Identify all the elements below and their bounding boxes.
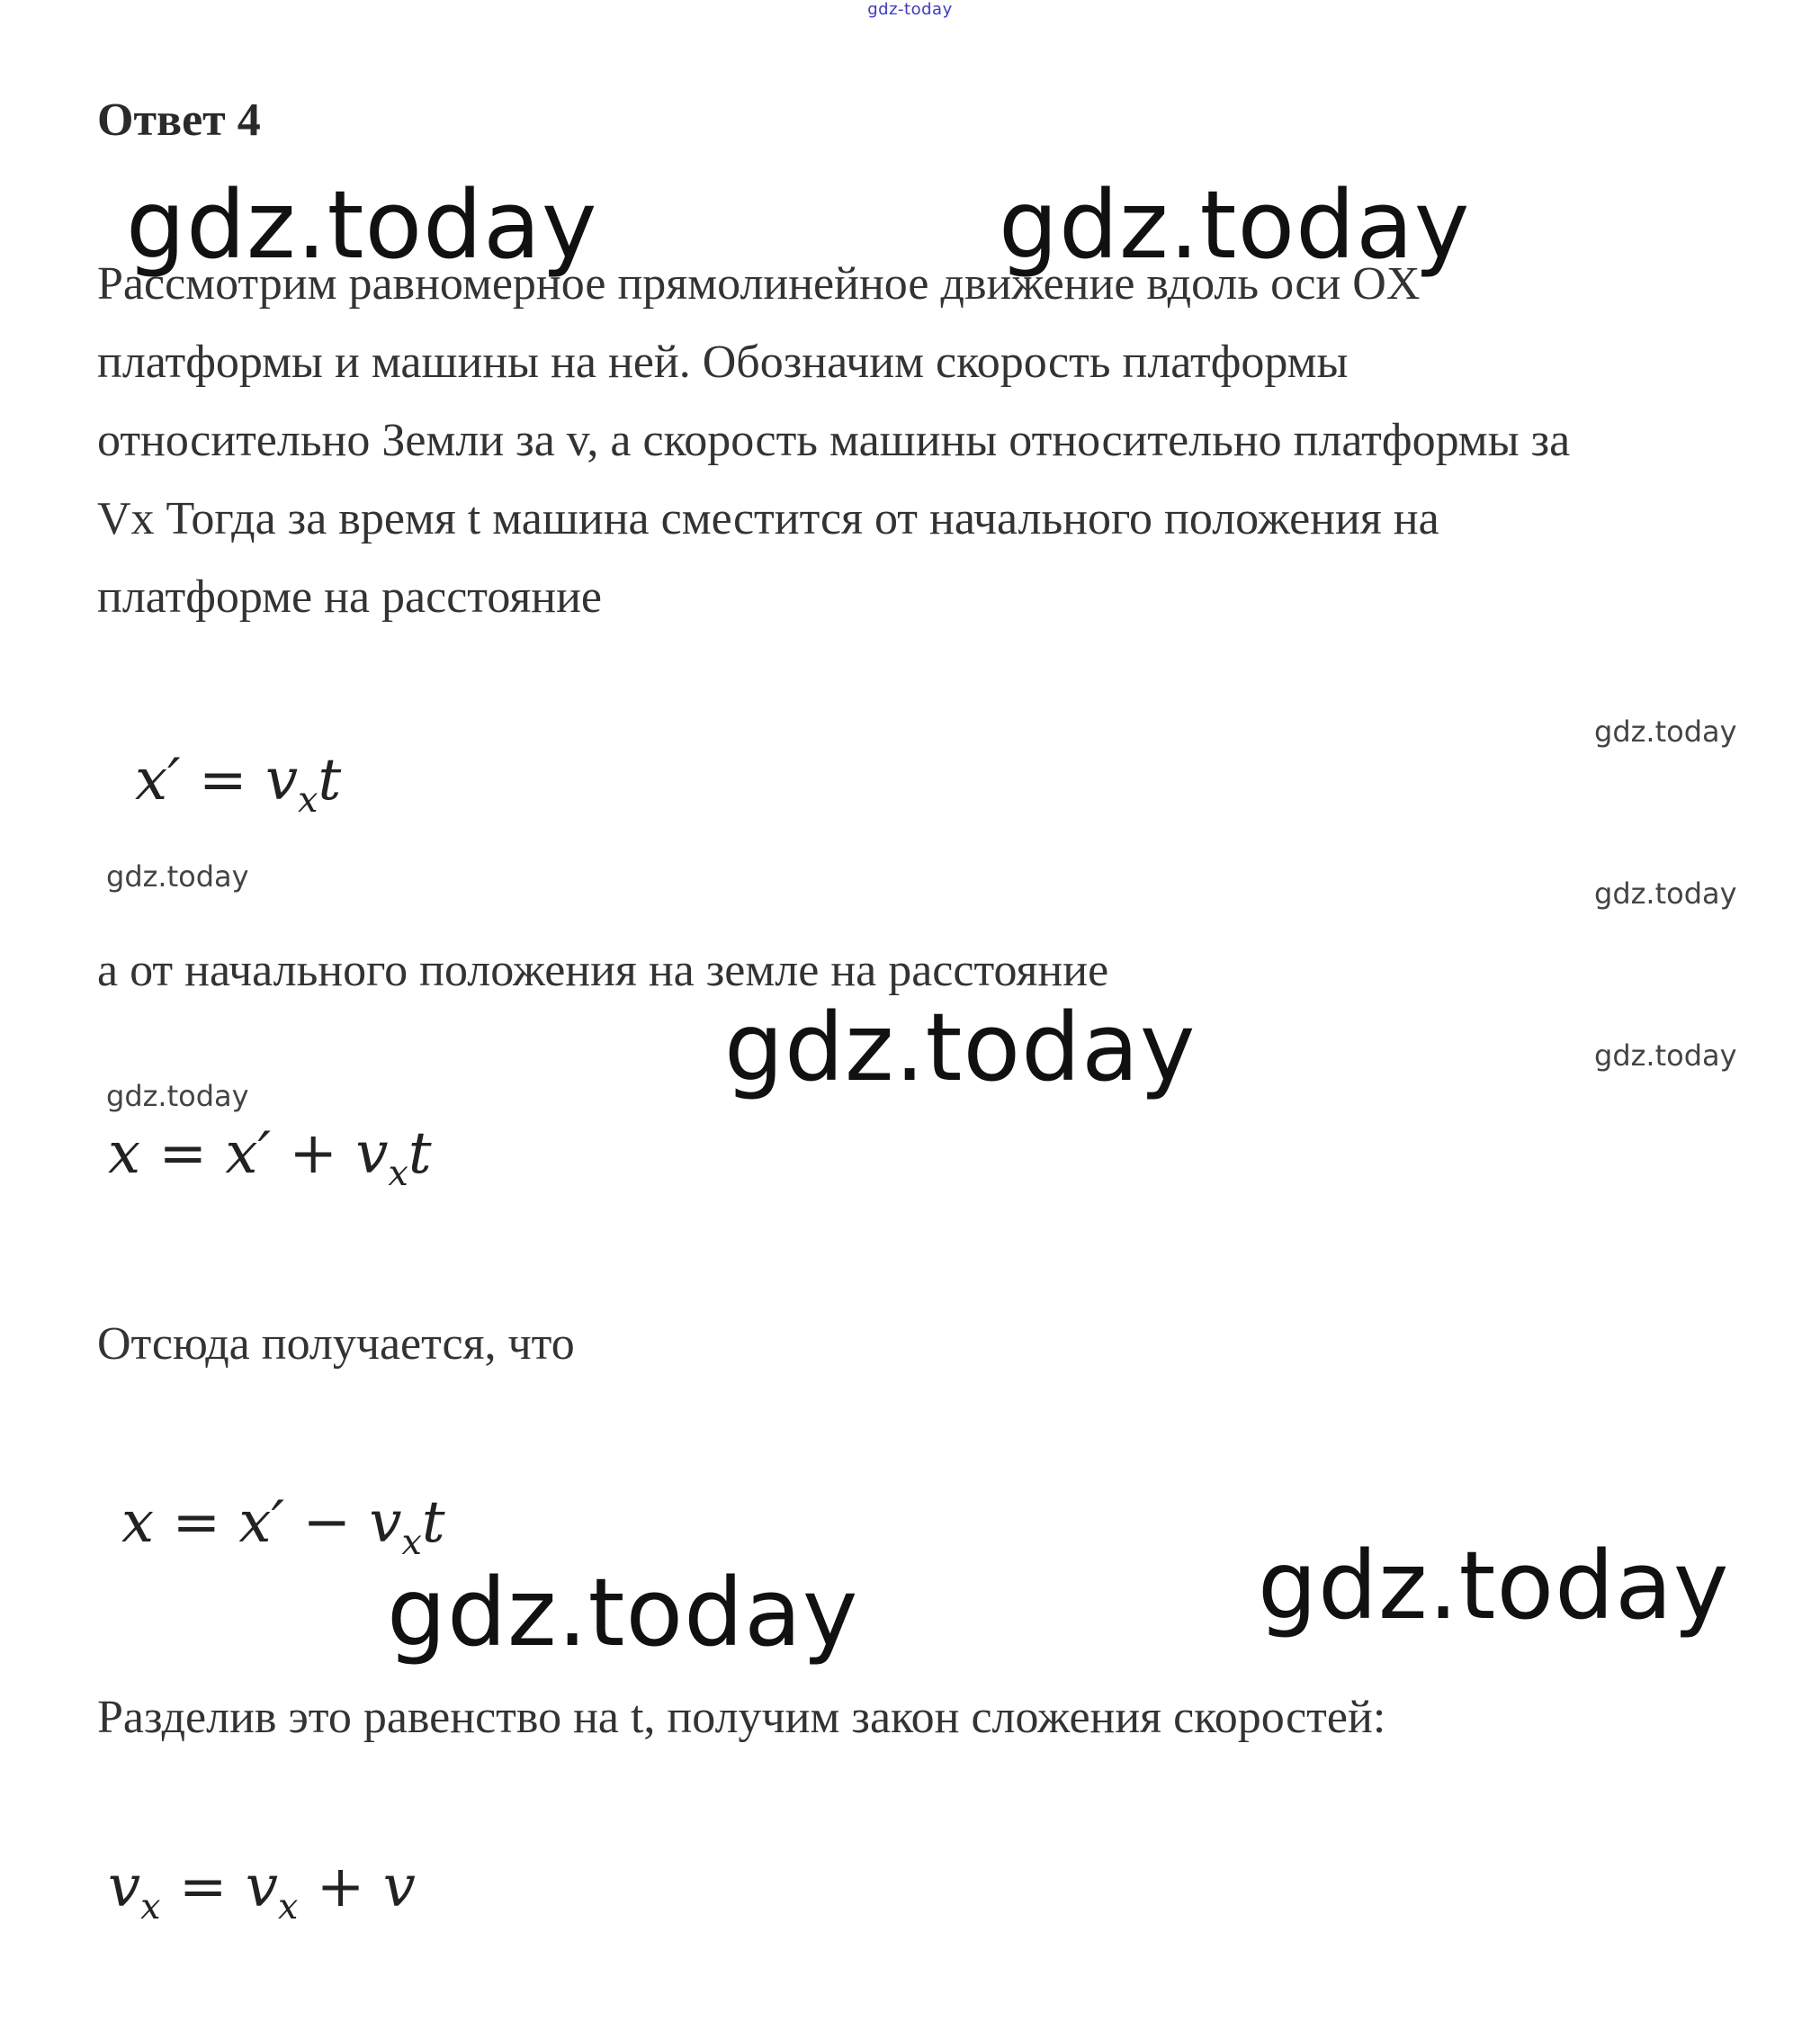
watermark-large: gdz.today	[1258, 1531, 1730, 1640]
watermark-small: gdz.today	[106, 859, 249, 894]
watermark-small: gdz.today	[106, 1079, 249, 1113]
watermark-small: gdz.today	[1594, 714, 1737, 749]
paragraph-line: относительно Земли за v, а скорость машины относительно платформы за	[97, 415, 1571, 466]
paragraph-ground-distance: а от начального положения на земле на расстояние	[97, 945, 1109, 996]
watermark-large: gdz.today	[999, 170, 1471, 280]
header-site-link[interactable]: gdz-today	[867, 0, 953, 19]
paragraph-line: платформы и машины на ней. Обозначим скорость платформы	[97, 337, 1349, 388]
formula-x-sum: $x = x' + v_xt$	[108, 1120, 432, 1194]
watermark-small: gdz.today	[1594, 1038, 1737, 1073]
watermark-large: gdz.today	[387, 1558, 859, 1667]
paragraph-intro	[97, 245, 1570, 636]
watermark-large: gdz.today	[126, 170, 598, 280]
formula-velocity-addition: $v_x = v_x + v$	[108, 1854, 416, 1928]
watermark-small: gdz.today	[1594, 876, 1737, 911]
paragraph-line: Рассмотрим равномерное прямолинейное движение вдоль оси OX	[97, 258, 1421, 310]
paragraph-result: Отсюда получается, что	[97, 1318, 575, 1370]
formula-x-prime: $x' = v_xt$	[135, 747, 342, 821]
paragraph-velocity-law: Разделив это равенство на t, получим закон сложения скоростей:	[97, 1692, 1386, 1743]
answer-title: Ответ 4	[97, 94, 261, 146]
paragraph-line: платформе на расстояние	[97, 571, 602, 623]
watermark-large: gdz.today	[724, 993, 1197, 1102]
formula-x-difference: $x = x' - v_xt$	[121, 1489, 445, 1563]
paragraph-line: Vx Тогда за время t машина сместится от начального положения на	[97, 493, 1439, 544]
